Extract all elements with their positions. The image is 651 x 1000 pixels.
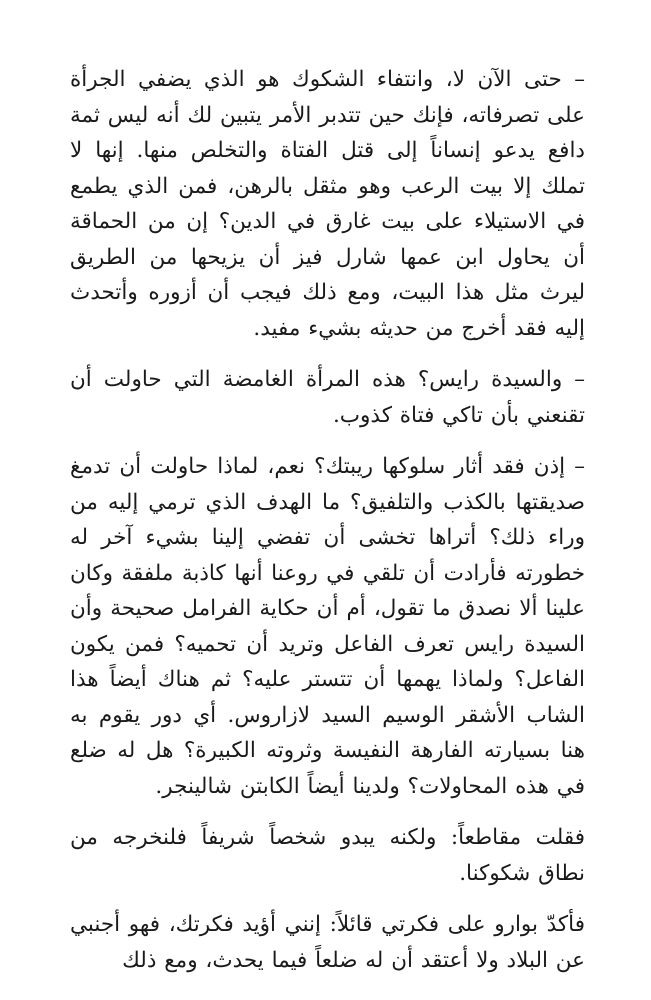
paragraph-interruption: فقلت مقاطعاً: ولكنه يبدو شخصاً شريفاً فلنخرجه من نطاق شكوكنا.: [70, 825, 585, 886]
paragraph-poirot-agrees: فأكدّ بوارو على فكرتي قائلاً: إنني أؤيد فكرتك، فهو أجنبي عن البلاد ولا أعتقد أن له ضلعاً فيما يحدث، ومع ذلك: [70, 912, 585, 973]
paragraph-poirot-suspicions: – حتى الآن لا، وانتفاء الشكوك هو الذي يضفي الجرأة على تصرفاته، فإنك حين تتدبر الأمر يتبين لك أنه ليس ثمة دافع يدعو إنساناً إلى قتل الفتاة والتخلص منها. إنها لا تملك إلا بيت الرعب وهو مثقل بالرهن، فمن الذي يطمع في الاستيلاء على بيت غارق في الدين؟ إن من الحماقة أن يحاول ابن عمها شارل فيز أن يزيحها من الطريق ليرث مثل هذا البيت، ومع ذلك فيجب أن أزوره وأتحدث إليه فقد أخرج من حديثه بشيء مفيد.: [70, 67, 585, 341]
paragraph-mrs-rice-question: – والسيدة رايس؟ هذه المرأة الغامضة التي حاولت أن تقنعني بأن تاكي فتاة كذوب.: [70, 367, 585, 428]
paragraph-suspects-analysis: – إذن فقد أثار سلوكها ريبتك؟ نعم، لماذا حاولت أن تدمغ صديقتها بالكذب والتلفيق؟ ما الهدف الذي ترمي إليه من وراء ذلك؟ أتراها تخشى أن تفضي إلينا بشيء آخر له خطورته فأرادت أن تلقي في روعنا أنها كاذبة ملفقة وكان علينا ألا نصدق ما تقول، أم أن حكاية الفرامل صحيحة وأن السيدة رايس تعرف الفاعل وتريد أن تحميه؟ فمن يكون الفاعل؟ ولماذا يهمها أن تتستر عليه؟ ثم هناك أيضاً هذا الشاب الأشقر الوسيم السيد لازاروس. أي دور يقوم به هنا بسيارته الفارهة النفيسة وثروته الكبيرة؟ هل له ضلع في هذه المحاولات؟ ولدينا أيضاً الكابتن شالينجر.: [70, 454, 585, 799]
